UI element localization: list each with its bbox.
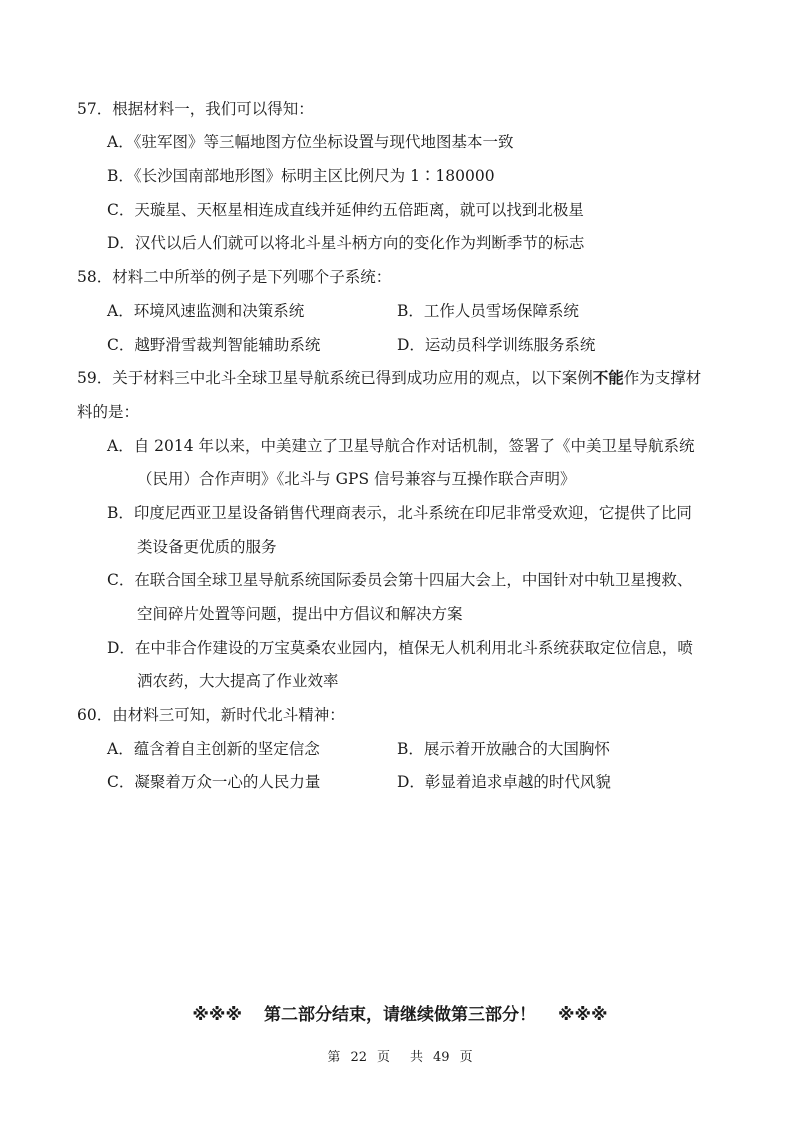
question-57-option-a: A．《驻军图》等三幅地图方位坐标设置与现代地图基本一致 bbox=[107, 133, 514, 151]
page-number-mid: 页 bbox=[376, 1050, 390, 1065]
question-59-option-a-line2: （民用）合作声明》《北斗与 GPS 信号兼容与互操作联合声明》 bbox=[137, 470, 576, 488]
question-59-option-d-line2: 洒农药，大大提高了作业效率 bbox=[137, 672, 339, 690]
question-58-option-d: D．运动员科学训练服务系统 bbox=[397, 336, 596, 354]
page-number-current: 22 bbox=[350, 1050, 367, 1065]
question-59-option-a-line1: A．自 2014 年以来，中美建立了卫星导航合作对话机制，签署了《中美卫星导航系统 bbox=[107, 437, 695, 455]
page-number bbox=[0, 1049, 800, 1067]
reference-marks-right: ※※※ bbox=[558, 1005, 608, 1025]
question-57-stem: 57．根据材料一，我们可以得知： bbox=[77, 100, 314, 118]
question-57-option-b: B．《长沙国南部地形图》标明主区比例尺为 1∶180000 bbox=[107, 167, 495, 185]
question-58-option-a: A．环境风速监测和决策系统 bbox=[107, 302, 305, 320]
question-59-stem bbox=[77, 367, 701, 389]
page-number-suffix: 页 bbox=[459, 1050, 473, 1065]
question-59-option-b-line2: 类设备更优质的服务 bbox=[137, 538, 277, 556]
question-59-option-c-line1: C．在联合国全球卫星导航系统国际委员会第十四届大会上，中国针对中轨卫星搜救、 bbox=[107, 571, 693, 589]
page-number-total-label: 共 bbox=[410, 1050, 424, 1065]
question-60-stem: 60．由材料三可知，新时代北斗精神： bbox=[77, 706, 345, 724]
section-end-notice bbox=[0, 1003, 800, 1027]
question-59-option-d-line1: D．在中非合作建设的万宝莫桑农业园内，植保无人机利用北斗系统获取定位信息，喷 bbox=[107, 639, 693, 657]
question-59-stem-post: 作为支撑材 bbox=[623, 369, 702, 387]
reference-marks-left: ※※※ bbox=[192, 1005, 242, 1025]
question-59-option-b-line1: B．印度尼西亚卫星设备销售代理商表示，北斗系统在印尼非常受欢迎，它提供了比同 bbox=[107, 504, 692, 522]
question-58-option-b: B．工作人员雪场保障系统 bbox=[397, 302, 579, 320]
page-number-prefix: 第 bbox=[327, 1050, 341, 1065]
page-number-total: 49 bbox=[433, 1050, 450, 1065]
question-58-option-c: C．越野滑雪裁判智能辅助系统 bbox=[107, 336, 321, 354]
question-58-stem: 58．材料二中所举的例子是下列哪个子系统： bbox=[77, 268, 392, 286]
question-60-option-d: D．彰显着追求卓越的时代风貌 bbox=[397, 773, 611, 791]
question-60-option-b: B．展示着开放融合的大国胸怀 bbox=[397, 740, 610, 758]
question-57-option-c: C．天璇星、天枢星相连成直线并延伸约五倍距离，就可以找到北极星 bbox=[107, 201, 584, 219]
question-59-stem-continued: 料的是： bbox=[77, 403, 140, 421]
question-57-option-d: D．汉代以后人们就可以将北斗星斗柄方向的变化作为判断季节的标志 bbox=[107, 234, 585, 252]
section-end-message: 第二部分结束，请继续做第三部分！ bbox=[264, 1005, 536, 1025]
question-59-stem-emphasis: 不能 bbox=[592, 369, 624, 387]
question-60-option-a: A．蕴含着自主创新的坚定信念 bbox=[107, 740, 320, 758]
question-59-option-c-line2: 空间碎片处置等问题，提出中方倡议和解决方案 bbox=[137, 605, 463, 623]
question-60-option-c: C．凝聚着万众一心的人民力量 bbox=[107, 773, 321, 791]
question-59-stem-pre: 59．关于材料三中北斗全球卫星导航系统已得到成功应用的观点，以下案例 bbox=[77, 369, 593, 387]
